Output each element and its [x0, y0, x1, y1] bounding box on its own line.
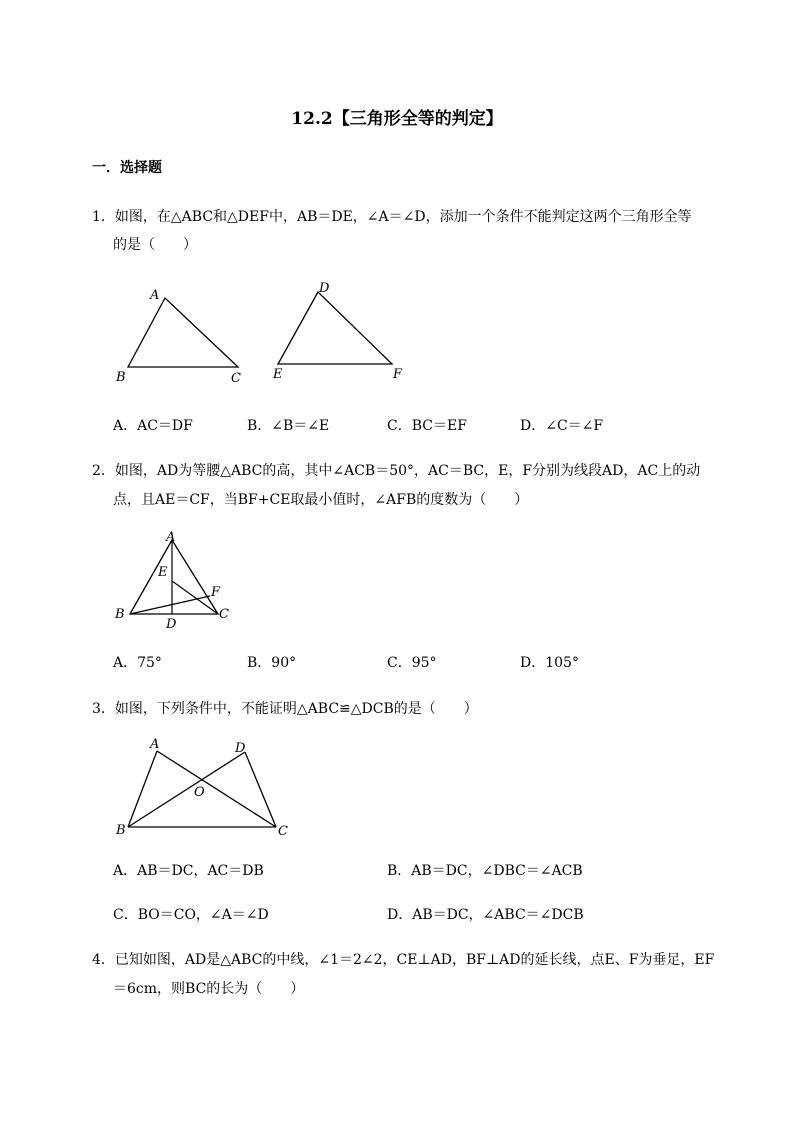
q2-label-e: E [158, 565, 168, 580]
q3-option-b: B．AB＝DC，∠DBC＝∠ACB [387, 863, 583, 879]
segment-bf [130, 596, 210, 614]
q3-label-b: B [116, 823, 126, 838]
segment-bd [128, 752, 245, 827]
segment-ac [157, 751, 276, 827]
q1-text-line1: 1．如图，在△ABC和△DEF中，AB＝DE，∠A＝∠D，添加一个条件不能判定这两个三角形全等 [92, 209, 692, 225]
q3-label-d: D [235, 741, 246, 756]
q3-option-a: A．AB＝DC，AC＝DB [113, 863, 264, 879]
q2-option-d: D．105° [520, 655, 579, 671]
segment-cd [245, 752, 276, 827]
q3-label-c: C [278, 824, 288, 839]
segment-ab [128, 751, 157, 827]
q1-figure [110, 280, 410, 390]
q1-option-b: B．∠B＝∠E [247, 418, 330, 434]
q2-text-line1: 2．如图，AD为等腰△ABC的高，其中∠ACB＝50°，AC＝BC，E，F分别为线段AD，AC上的动 [92, 463, 701, 479]
q3-figure [110, 735, 310, 840]
q3-option-c: C．BO＝CO，∠A＝∠D [113, 907, 269, 923]
q1-label-a: A [150, 288, 160, 303]
q1-label-b: B [116, 370, 126, 385]
q1-option-d: D．∠C＝∠F [520, 418, 604, 434]
q2-label-a: A [166, 530, 176, 545]
q3-label-o: O [194, 785, 205, 800]
q2-text-line2: 点，且AE＝CF，当BF+CE取最小值时，∠AFB的度数为（ ） [113, 492, 529, 508]
section-heading: 一．选择题 [92, 160, 162, 176]
q4-text-line2: ＝6cm，则BC的长为（ ） [113, 981, 305, 997]
q1-label-e: E [273, 367, 283, 382]
q2-label-c: C [219, 607, 229, 622]
triangle-abc [130, 540, 218, 614]
q3-label-a: A [150, 737, 160, 752]
page-title: 12.2【三角形全等的判定】 [291, 109, 503, 129]
q2-option-c: C．95° [387, 655, 437, 671]
q1-label-c: C [231, 371, 241, 386]
q2-label-b: B [115, 607, 125, 622]
q3-text-line1: 3．如图，下列条件中，不能证明△ABC≌△DCB的是（ ） [92, 701, 478, 717]
q1-option-c: C．BC＝EF [387, 418, 467, 434]
q3-option-d: D．AB＝DC，∠ABC＝∠DCB [387, 907, 584, 923]
q2-label-d: D [166, 617, 177, 632]
q1-option-a: A．AC＝DF [113, 418, 193, 434]
q2-option-b: B．90° [247, 655, 297, 671]
q2-figure [110, 528, 250, 633]
q1-text-line2: 的是（ ） [113, 237, 197, 253]
q1-label-d: D [319, 281, 330, 296]
q2-label-f: F [211, 585, 221, 600]
triangle-abc [128, 298, 238, 367]
q4-text-line1: 4．已知如图，AD是△ABC的中线，∠1＝2∠2，CE⊥AD，BF⊥AD的延长线，点E、F为垂足，EF [92, 952, 715, 968]
q2-option-a: A．75° [113, 655, 162, 671]
q1-label-f: F [393, 367, 403, 382]
triangle-def [278, 292, 392, 364]
